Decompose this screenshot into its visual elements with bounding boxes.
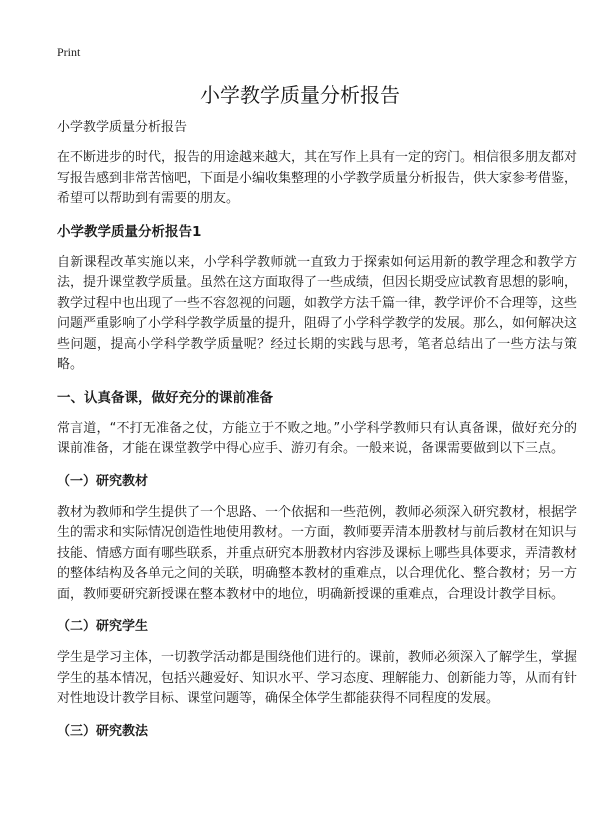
section1-paragraph: 常言道，“不打无准备之仗，方能立于不败之地。”小学科学教师只有认真备课，做好充分的课前准备，才能在课堂教学中得心应手、游刃有余。一般来说，备课需要做到以下三点。	[57, 420, 577, 456]
sub1-heading: （一）研究教材	[57, 473, 149, 489]
sub2-heading: （二）研究学生	[57, 619, 149, 634]
sub2-paragraph: 学生是学习主体，一切教学活动都是围绕他们进行的。课前，教师必须深入了解学生，掌握学生的基本情况，包括兴趣爱好、知识水平、学习态度、理解能力、创新能力等，从而有针对性地设计教学目标、课堂问题等，确保全体学生都能获得不同程度的发展。	[57, 650, 578, 706]
document-body	[57, 118, 577, 753]
report1-paragraph: 自新课程改革实施以来，小学科学教师就一直致力于探索如何运用新的教学理念和教学方法，提升课堂教学质量。虽然在这方面取得了一些成绩，但因长期受应试教育思想的影响，教学过程中也出现了一些不容忽视的问题，如教学方法千篇一律，教学评价不合理等，这些问题严重影响了小学科学教学质量的提升，阻碍了小学科学教学的发展。那么，如何解决这些问题，提高小学科学教学质量呢？经过长期的实践与思考，笔者总结出了一些方法与策略。	[57, 254, 578, 372]
sub3-heading: （三）研究教法	[57, 723, 149, 739]
intro-paragraph: 在不断进步的时代，报告的用途越来越大，其在写作上具有一定的窍门。相信很多朋友都对写报告感到非常苦恼吧，下面是小编收集整理的小学教学质量分析报告，供大家参考借鉴，希望可以帮助到有需要的朋友。	[57, 150, 578, 206]
document-subtitle: 小学教学质量分析报告	[57, 120, 188, 135]
page-title: 小学教学质量分析报告	[200, 83, 400, 107]
print-link[interactable]: Print	[57, 45, 81, 59]
section1-heading: 一、认真备课，做好充分的课前准备	[57, 389, 273, 406]
sub1-paragraph: 教材为教师和学生提供了一个思路、一个依据和一些范例，教师必须深入研究教材，根据学生的需求和实际情况创造性地使用教材。一方面，教师要弄清本册教材与前后教材在知识与技能、情感方面有哪些联系，并重点研究本册教材内容涉及课标上哪些具体要求，弄清教材的整体结构及各单元之间的关联，明确整本教材的重难点，以合理优化、整合教材；另一方面，教师要研究新授课在整本教材中的地位，明确新授课的重难点，合理设计教学目标。	[57, 504, 578, 602]
report1-heading: 小学教学质量分析报告1	[57, 223, 202, 240]
